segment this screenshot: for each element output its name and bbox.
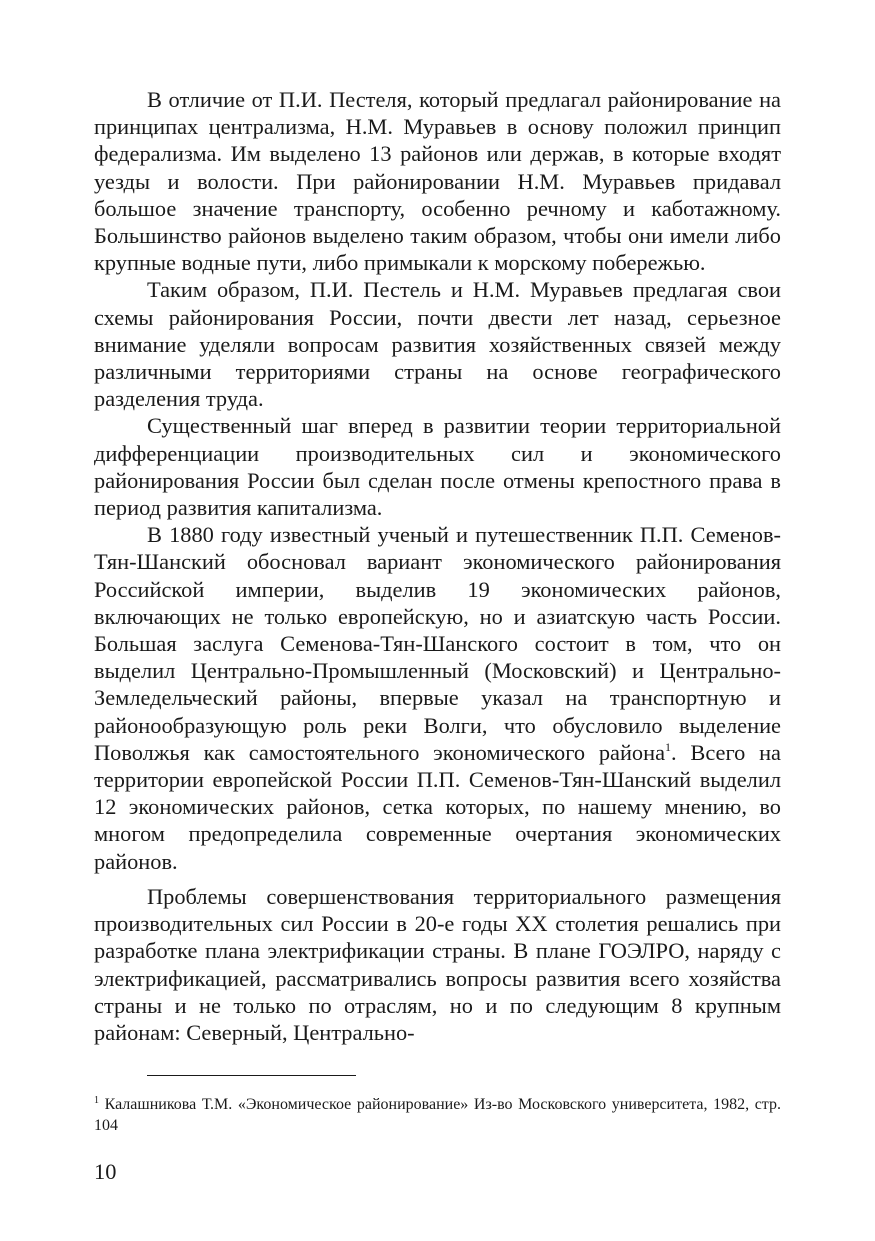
main-text <box>94 86 781 1046</box>
footnote-marker: 1 <box>94 1095 99 1106</box>
paragraph-muravyev: В отличие от П.И. Пестеля, который предлагал районирование на принципах централизма, Н.М. Муравьев в основу положил принцип федерализма. Им выделено 13 районов или держав, в которые входят уезды и волости. При районировании Н.М. Муравьев придавал большое значение транспорту, особенно речному и каботажному. Большинство районов выделено таким образом, чтобы они имели либо крупные водные пути, либо примыкали к морскому побережью. <box>94 87 781 276</box>
paragraph-semenov-part1: В 1880 году известный ученый и путешественник П.П. Семенов-Тян-Шанский обосновал вариант экономического районирования Российской империи, выделив 19 экономических районов, включающих не только европейскую, но и азиатскую часть России. Большая заслуга Семенова-Тян-Шанского состоит в том, что он выделил Центрально-Промышленный (Московский) и Центрально-Земледельческий районы, впервые указал на транспортную и районообразующую роль реки Волги, что обусловило выделение Поволжья как самостоятельного экономического района <box>94 522 781 765</box>
paragraph-capitalism: Существенный шаг вперед в развитии теории территориальной дифференциации производительных сил и экономического районирования России был сделан после отмены крепостного права в период развития капитализма. <box>94 413 781 521</box>
footnote <box>94 1095 781 1136</box>
paragraph-semenov-part2: . Всего на территории европейской России П.П. Семенов-Тян-Шанский выделил 12 экономических районов, сетка которых, по нашему мнению, во многом предопределила современные очертания экономических районов. <box>94 739 781 874</box>
page-number: 10 <box>94 1159 117 1184</box>
footnote-divider <box>147 1075 356 1076</box>
paragraph-goelro: Проблемы совершенствования территориального размещения производительных сил России в 20-е годы XX столетия решались при разработке плана электрификации страны. В плане ГОЭЛРО, наряду с электрификацией, рассматривались вопросы развития всего хозяйства страны и не только по отраслям, но и по следующим 8 крупным районам: Северный, Центрально- <box>94 883 781 1045</box>
paragraph-semenov <box>94 521 781 875</box>
footnote-text: Калашникова Т.М. «Экономическое районирование» Из-во Московского университета, 1982, стр. 104 <box>94 1096 781 1134</box>
footnote-reference[interactable]: 1 <box>665 739 672 754</box>
paragraph-pestel-muravyev: Таким образом, П.И. Пестель и Н.М. Муравьев предлагая свои схемы районирования России, почти двести лет назад, серьезное внимание уделяли вопросам развития хозяйственных связей между различными территориями страны на основе географического разделения труда. <box>94 277 781 412</box>
